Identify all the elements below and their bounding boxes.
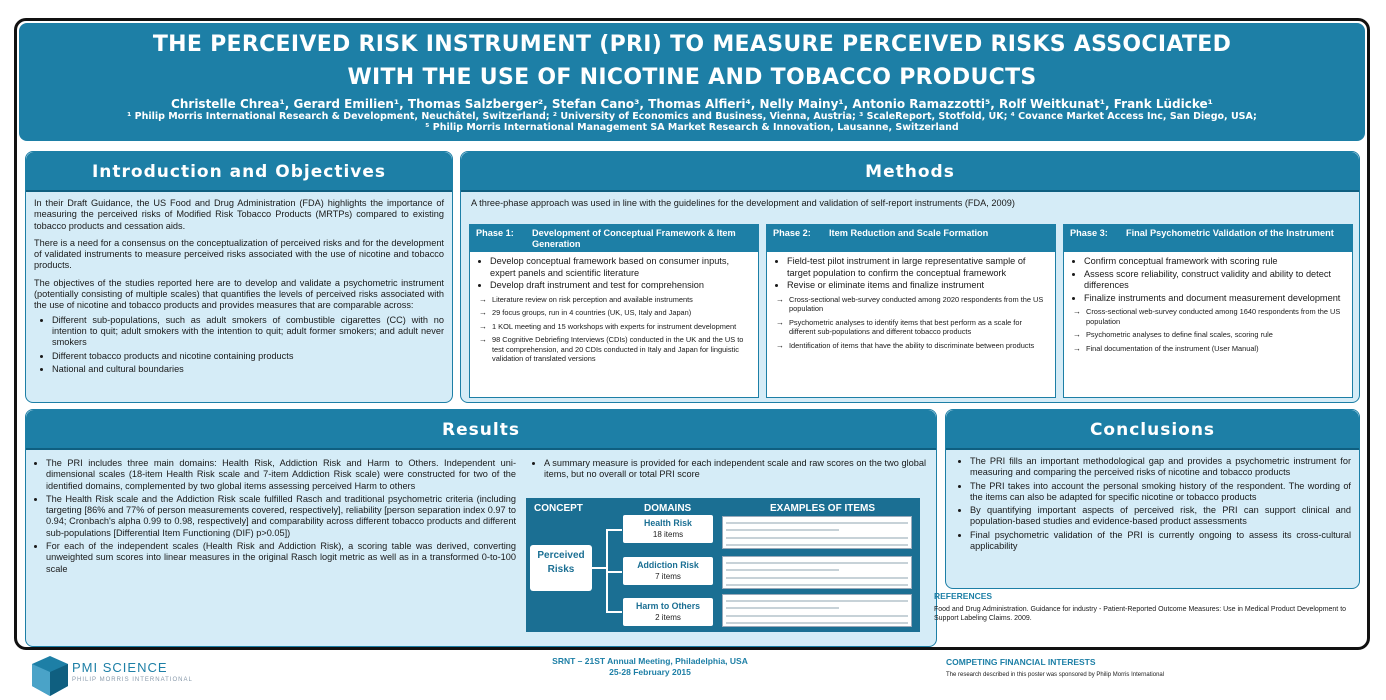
phase-detail: → 29 focus groups, run in 4 countries (UK, US, Italy and Japan) (492, 308, 750, 318)
references-text: Food and Drug Administration. Guidance for industry - Patient-Reported Outcome Measures: Use in Medical Product Development to Support Labeling Claims. 2009. (934, 606, 1347, 622)
domain-name: Health Risk (644, 518, 692, 528)
conclusion-bullet: • By quantifying important aspects of perceived risk, the PRI can support clinical and population-based studies and evidence-based product assessments (970, 505, 1351, 528)
domain-name: Addiction Risk (637, 560, 699, 570)
methods-panel (460, 151, 1360, 403)
phase-number: Phase 3: (1070, 228, 1108, 238)
conclusions-title: Conclusions (946, 410, 1359, 450)
intro-bullet: • National and cultural boundaries (52, 364, 444, 375)
domains-figure (526, 498, 920, 632)
example-item-table (722, 594, 912, 627)
phase-detail: → 1 KOL meeting and 15 workshops with experts for instrument development (492, 322, 750, 332)
phase-detail: → Final documentation of the instrument (User Manual) (1086, 344, 1344, 354)
intro-title: Introduction and Objectives (26, 152, 452, 192)
intro-panel (25, 151, 453, 403)
authors: Christelle Chrea¹, Gerard Emilien¹, Thomas Salzberger², Stefan Cano³, Thomas Alfieri⁴, Nelly Mainy¹, Antonio Ramazzotti⁵, Rolf Weitkunat¹, Frank Lüdicke¹ (171, 97, 1213, 111)
phase-name: Item Reduction and Scale Formation (829, 228, 989, 238)
phase-detail: → 98 Cognitive Debriefing Interviews (CDIs) conducted in the UK and the US to test comprehension, and 20 CDIs conducted in Italy and Japan for linguistic validation of translated versions (492, 335, 750, 364)
methods-title: Methods (461, 152, 1359, 192)
domain-box-health (622, 514, 714, 544)
phase-detail: → Psychometric analyses to identify items that best perform as a scale for different sub-populations and different tobacco products (789, 318, 1047, 337)
phase-3-box (1063, 224, 1353, 398)
figure-header-domains: DOMAINS (644, 503, 692, 514)
figure-header-examples: EXAMPLES OF ITEMS (770, 503, 876, 514)
domain-box-harm (622, 597, 714, 627)
intro-bullet: • Different tobacco products and nicotine containing products (52, 351, 444, 362)
phase-1-box (469, 224, 759, 398)
results-bullet: • A summary measure is provided for each independent scale and raw scores on the two global items, but no overall or total PRI score (544, 458, 926, 481)
domain-items: 18 items (652, 530, 684, 539)
figure-header-concept: CONCEPT (534, 503, 583, 514)
phase-detail: → Cross-sectional web-survey conducted among 1640 respondents from the US population (1086, 307, 1344, 326)
methods-intro: A three-phase approach was used in line with the guidelines for the development and validation of self-report instruments (FDA, 2009) (471, 198, 1015, 208)
logo-subtitle: PHILIP MORRIS INTERNATIONAL (72, 677, 193, 683)
references-title: REFERENCES (934, 591, 993, 601)
domain-items: 7 items (655, 572, 681, 581)
phase-number: Phase 2: (773, 228, 811, 238)
affiliations-2: ⁵ Philip Morris International Management SA Market Research & Innovation, Lausanne, Switzerland (425, 122, 959, 133)
poster (14, 18, 1370, 650)
domain-name: Harm to Others (635, 601, 701, 611)
cfi-text: The research described in this poster was sponsored by Philip Morris International (946, 672, 1165, 678)
meeting-name: SRNT – 21ST Annual Meeting, Philadelphia, USA (552, 656, 748, 666)
meeting-info (520, 656, 780, 678)
logo-name: PMI SCIENCE (72, 660, 168, 675)
poster-header (19, 23, 1365, 141)
intro-paragraph: The objectives of the studies reported here are to develop and validate a psychometric instrument (potentially consisting of multiple scales) that quantifies the levels of perceived risks associated with the use of nicotine and tobacco products and provides measures that are comparable across: (34, 277, 444, 311)
intro-bullet: • Different sub-populations, such as adult smokers of combustible cigarettes (CC) with no intention to quit; adult smokers with the intention to quit; adult former smokers; and adult never smokers (52, 315, 444, 349)
domain-box-addiction (622, 556, 714, 586)
concept-label: Perceived Risks (537, 550, 585, 575)
phase-bullet: • Assess score reliability, construct validity and ability to detect differences (1084, 269, 1344, 292)
results-panel (25, 409, 937, 647)
conclusion-bullet: • Final psychometric validation of the PRI is currently ongoing to assess its cross-cultural applicability (970, 530, 1351, 553)
example-item-table (722, 556, 912, 589)
results-bullet: • The PRI includes three main domains: Health Risk, Addiction Risk and Harm to Others. Independent uni-dimensional scales (18-item Health Risk scale and 7-item Addiction Risk scale) were constructed for two of the identified domains, complemented by two global items assessing perceived Harm to others (46, 458, 516, 492)
phase-bullet: • Finalize instruments and document measurement development (1084, 293, 1344, 305)
conclusions-panel (945, 409, 1360, 589)
phase-detail: → Cross-sectional web-survey conducted among 2020 respondents from the US population (789, 295, 1047, 314)
phase-bullet: • Develop conceptual framework based on consumer inputs, expert panels and scientific literature (490, 256, 750, 279)
intro-paragraph: In their Draft Guidance, the US Food and Drug Administration (FDA) highlights the importance of measuring the perceived risks of Modified Risk Tobacco Products (MRTPs) compared to existing tobacco products and cessation aids. (34, 198, 444, 231)
phase-name: Final Psychometric Validation of the Instrument (1126, 228, 1334, 238)
affiliations-1: ¹ Philip Morris International Research & Development, Neuchâtel, Switzerland; ² University of Economics and Business, Vienna, Austria; ³ ScaleReport, Stotfold, UK; ⁴ Covance Market Access Inc, San Diego, USA; (127, 111, 1257, 122)
cfi-title: COMPETING FINANCIAL INTERESTS (946, 657, 1096, 667)
phase-detail: → Identification of items that have the ability to discriminate between products (789, 341, 1047, 351)
phase-name: Development of Conceptual Framework & Item Generation (532, 228, 736, 249)
phase-bullet: • Confirm conceptual framework with scoring rule (1084, 256, 1344, 268)
intro-paragraph: There is a need for a consensus on the conceptualization of perceived risks and for the development of validated instruments to measure perceived risks associated with the use of nicotine and tobacco products. (34, 237, 444, 271)
phase-number: Phase 1: (476, 228, 514, 238)
phase-bullet: • Field-test pilot instrument in large representative sample of target population to confirm the conceptual framework (787, 256, 1047, 279)
conclusion-bullet: • The PRI fills an important methodological gap and provides a psychometric instrument for measuring and comparing the perceived risks of nicotine and tobacco products (970, 456, 1351, 479)
phase-bullet: • Develop draft instrument and test for comprehension (490, 280, 750, 292)
example-item-table (722, 516, 912, 549)
domain-items: 2 items (655, 613, 681, 622)
phase-detail: → Psychometric analyses to define final scales, scoring rule (1086, 330, 1344, 340)
references (934, 592, 1354, 623)
phase-bullet: • Revise or eliminate items and finalize instrument (787, 280, 1047, 292)
results-bullet: • For each of the independent scales (Health Risk and Addiction Risk), a scoring table was derived, converting unweighted sum scores into linear measures in the original Rasch logit metric as well as in a transformed 0-to-100 scale (46, 541, 516, 575)
title-line-1: THE PERCEIVED RISK INSTRUMENT (PRI) TO MEASURE PERCEIVED RISKS ASSOCIATED (152, 32, 1232, 57)
results-bullet: • The Health Risk scale and the Addiction Risk scale fulfilled Rasch and traditional psychometric criteria (including targeting [86% and 77% of person measurements covered, respectively], reliability [person separation index 0.97 to 0.94; Cronbach's alpha 0.99 to 0.98, respectively] and comparability across different tobacco products and different sub-populations [Differential Item Functioning (DIF) p>0.05]) (46, 494, 516, 539)
phase-detail: → Literature review on risk perception and available instruments (492, 295, 750, 305)
results-title: Results (26, 410, 936, 450)
meeting-dates: 25-28 February 2015 (609, 667, 691, 677)
title-line-2: WITH THE USE OF NICOTINE AND TOBACCO PRODUCTS (347, 65, 1037, 90)
phase-2-box (766, 224, 1056, 398)
conclusion-bullet: • The PRI takes into account the personal smoking history of the respondent. The wording of the items can also be adapted for specific nicotine or tobacco products (970, 481, 1351, 504)
concept-box (530, 545, 592, 591)
competing-interests (946, 657, 1366, 678)
